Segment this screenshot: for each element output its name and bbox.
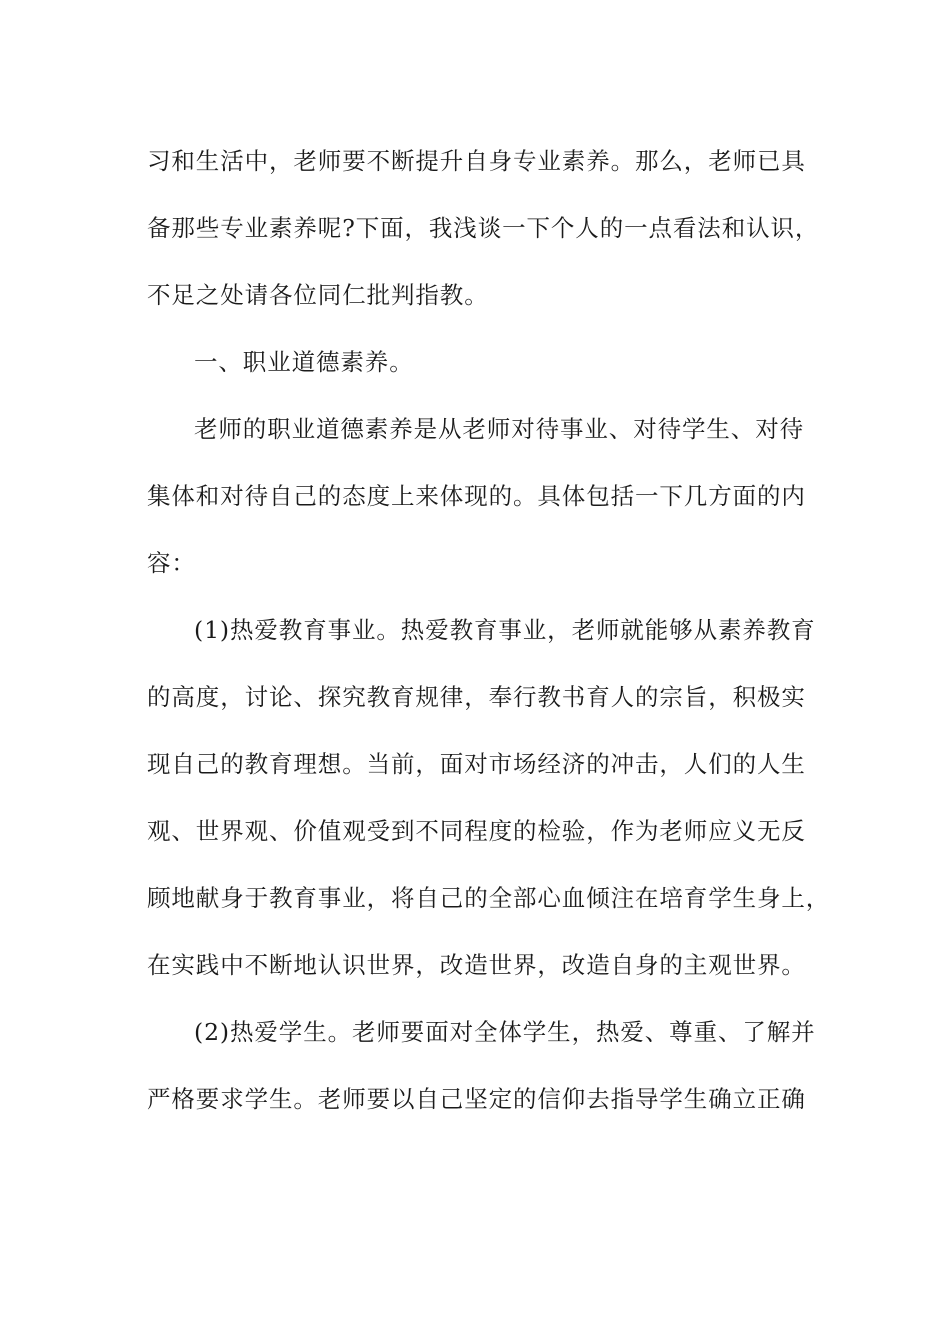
- text-line: 的高度，讨论、探究教育规律，奉行教书育人的宗旨，积极实: [147, 683, 806, 711]
- text-line: 习和生活中，老师要不断提升自身专业素养。那么，老师已具: [147, 147, 806, 175]
- list-item-heading: (1)热爱教育事业。热爱教育事业，老师就能够从素养教育: [194, 616, 816, 644]
- text-line: 备那些专业素养呢?下面，我浅谈一下个人的一点看法和认识，: [147, 214, 820, 242]
- text-line: 容：: [147, 549, 196, 577]
- text-line: 顾地献身于教育事业，将自己的全部心血倾注在培育学生身上，: [147, 884, 831, 912]
- text-line: 现自己的教育理想。当前，面对市场经济的冲击，人们的人生: [147, 750, 806, 778]
- text-line: 老师的职业道德素养是从老师对待事业、对待学生、对待: [194, 415, 804, 443]
- text-line: 不足之处请各位同仁批判指教。: [147, 281, 489, 309]
- text-line: 集体和对待自己的态度上来体现的。具体包括一下几方面的内: [147, 482, 806, 510]
- text-line: 在实践中不断地认识世界，改造世界，改造自身的主观世界。: [147, 951, 806, 979]
- document-body: [147, 128, 831, 1133]
- text-line: 严格要求学生。老师要以自己坚定的信仰去指导学生确立正确: [147, 1085, 806, 1113]
- list-item-heading: (2)热爱学生。老师要面对全体学生，热爱、尊重、了解并: [194, 1018, 816, 1046]
- section-heading: 一、职业道德素养。: [194, 348, 414, 376]
- text-line: 观、世界观、价值观受到不同程度的检验，作为老师应义无反: [147, 817, 806, 845]
